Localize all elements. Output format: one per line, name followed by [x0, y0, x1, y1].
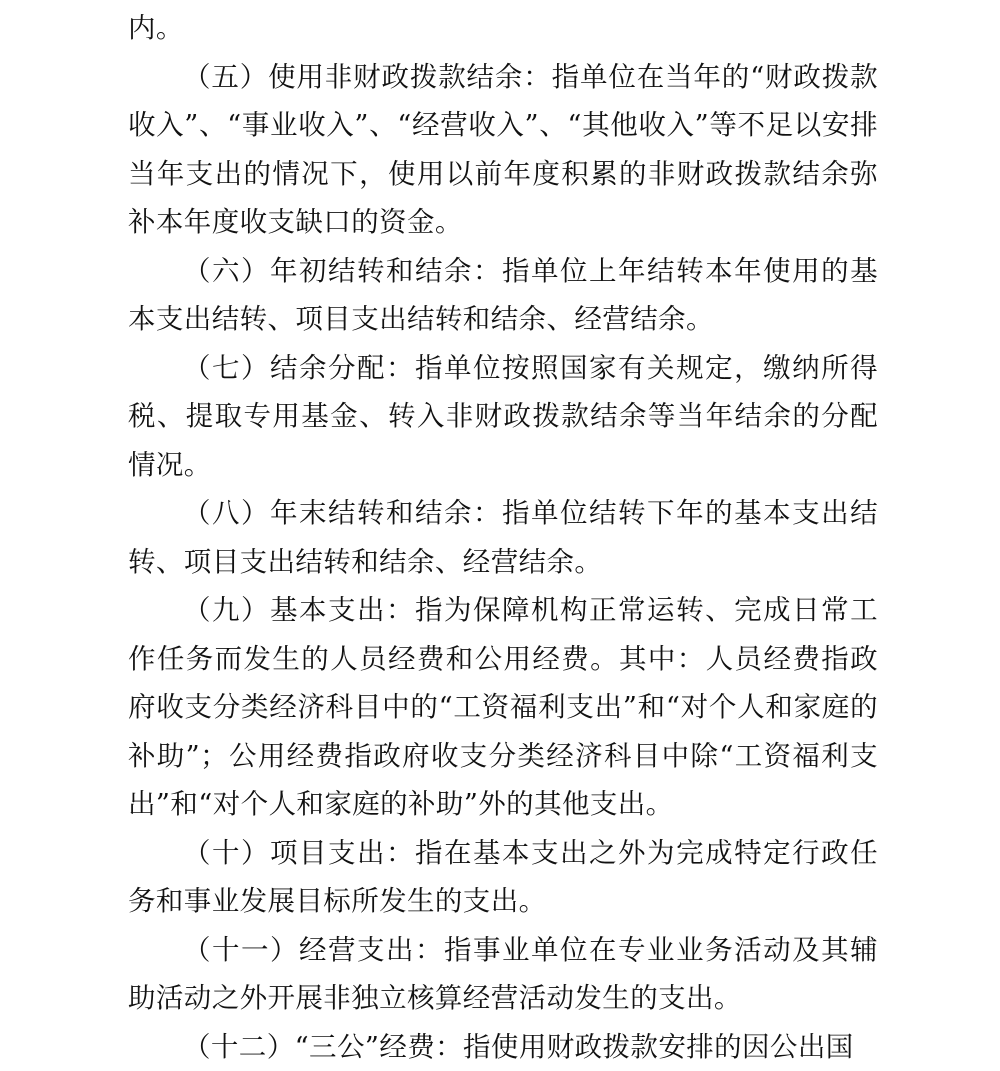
paragraph-item-7: （七）结余分配：指单位按照国家有关规定，缴纳所得税、提取专用基金、转入非财政拨款结余等当年结余的分配情况。 — [128, 344, 878, 490]
paragraph-continuation: 内。 — [128, 4, 878, 53]
paragraph-item-10: （十）项目支出：指在基本支出之外为完成特定行政任务和事业发展目标所发生的支出。 — [128, 829, 878, 926]
paragraph-item-12: （十二）“三公”经费：指使用财政拨款安排的因公出国 — [128, 1023, 878, 1071]
paragraph-item-6: （六）年初结转和结余：指单位上年结转本年使用的基本支出结转、项目支出结转和结余、经营结余。 — [128, 247, 878, 344]
paragraph-item-8: （八）年末结转和结余：指单位结转下年的基本支出结转、项目支出结转和结余、经营结余。 — [128, 489, 878, 586]
paragraph-item-9: （九）基本支出：指为保障机构正常运转、完成日常工作任务而发生的人员经费和公用经费。其中：人员经费指政府收支分类经济科目中的“工资福利支出”和“对个人和家庭的补助”；公用经费指政府收支分类经济科目中除“工资福利支出”和“对个人和家庭的补助”外的其他支出。 — [128, 586, 878, 829]
paragraph-item-5: （五）使用非财政拨款结余：指单位在当年的“财政拨款收入”、“事业收入”、“经营收入”、“其他收入”等不足以安排当年支出的情况下，使用以前年度积累的非财政拨款结余弥补本年度收支缺口的资金。 — [128, 53, 878, 247]
document-body — [128, 0, 878, 1071]
paragraph-item-11: （十一）经营支出：指事业单位在专业业务活动及其辅助活动之外开展非独立核算经营活动发生的支出。 — [128, 926, 878, 1023]
